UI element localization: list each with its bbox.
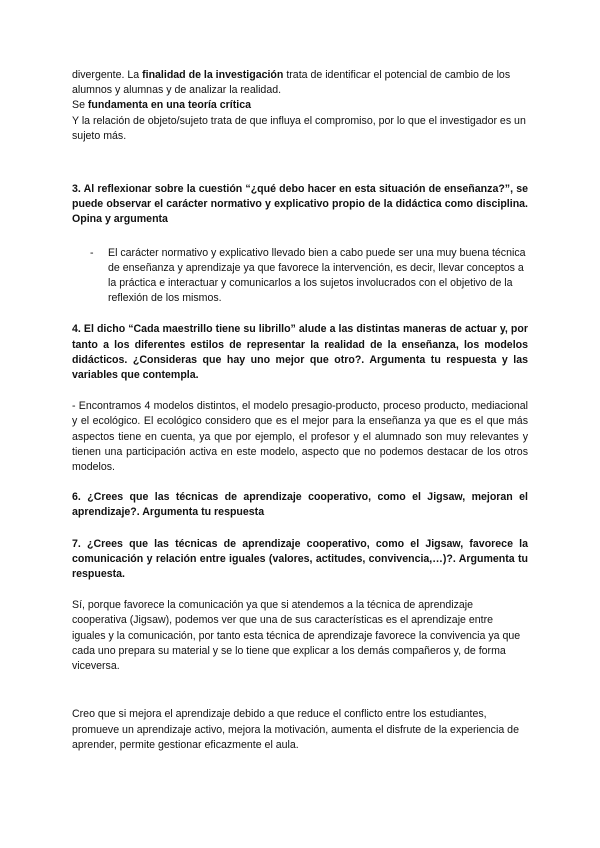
question-3: 3. Al reflexionar sobre la cuestión “¿qué debo hacer en esta situación de enseñanza?”, se puede observar el carácter normativo y explicativo propio de la didáctica como disciplina. Opina y argumenta [72, 183, 528, 226]
intro-paragraph-2 [72, 98, 528, 113]
question-7: 7. ¿Crees que las técnicas de aprendizaje cooperativo, como el Jigsaw, favorece la comunicación y relación entre iguales (valores, actitudes, convivencia,…)?. Argumenta tu respuesta. [72, 537, 528, 581]
intro-text: divergente. La [72, 69, 143, 81]
intro-bold-term: fundamenta en una teoría crítica [87, 99, 251, 112]
answer-7-paragraph-1: Sí, porque favorece la comunicación ya que si atendemos a la técnica de aprendizaje cooperativa (Jigsaw), podemos ver que una de sus características es el aprendizaje entre iguales y la comunicación, por tanto esta técnica de aprendizaje favorece la convivencia ya que cada uno prepara su material y se lo tiene que explicar a los demás compañeros y, de forma viceversa. [72, 599, 521, 673]
intro-text: Se [72, 99, 88, 112]
intro-bold-term: finalidad de la investigación [142, 69, 284, 81]
question-6: 6. ¿Crees que las técnicas de aprendizaje cooperativo, como el Jigsaw, mejoran el aprendizaje?. Argumenta tu respuesta [72, 491, 528, 519]
document-page [72, 68, 528, 753]
intro-paragraph-3: Y la relación de objeto/sujeto trata de que influya el compromiso, por lo que el investigador es un sujeto más. [72, 114, 526, 142]
intro-paragraph-1 [72, 68, 528, 98]
answer-3 [72, 246, 528, 307]
question-4: 4. El dicho “Cada maestrillo tiene su librillo” alude a las distintas maneras de actuar y, por tanto a los diferentes estilos de representar la realidad de la enseñanza, los modelos didácticos. ¿Consideras que hay uno mejor que otro?. Argumenta tu respuesta y las variables que contempla. [72, 323, 528, 382]
bullet-dash: - [90, 246, 94, 259]
answer-4: - Encontramos 4 modelos distintos, el modelo presagio-producto, proceso producto, mediacional y el ecológico. El ecológico considero que es el mejor para la enseñanza ya que es el que más aspectos tiene en cuenta, ya que por ejemplo, el profesor y el alumnado son muy relevantes y tienen una participación activa en este modelo, aspecto que no podemos destacar de los otros modelos. [72, 400, 528, 474]
intro-text: trata de identificar el potencial de cambio de los alumnos y alumnas y de analizar la realidad. [72, 69, 511, 97]
answer-7-paragraph-2: Creo que si mejora el aprendizaje debido a que reduce el conflicto entre los estudiantes, promueve un aprendizaje activo, mejora la motivación, aumenta el disfrute de la experiencia de aprender, permite gestionar eficazmente el aula. [72, 708, 519, 751]
answer-3-text: El carácter normativo y explicativo llevado bien a cabo puede ser una muy buena técnica de enseñanza y aprendizaje ya que favorece la intervención, es decir, llevar conceptos a la práctica e interactuar y comunicarlos a los sujetos involucrados con el objetivo de la reflexión de los mismos. [108, 246, 526, 305]
